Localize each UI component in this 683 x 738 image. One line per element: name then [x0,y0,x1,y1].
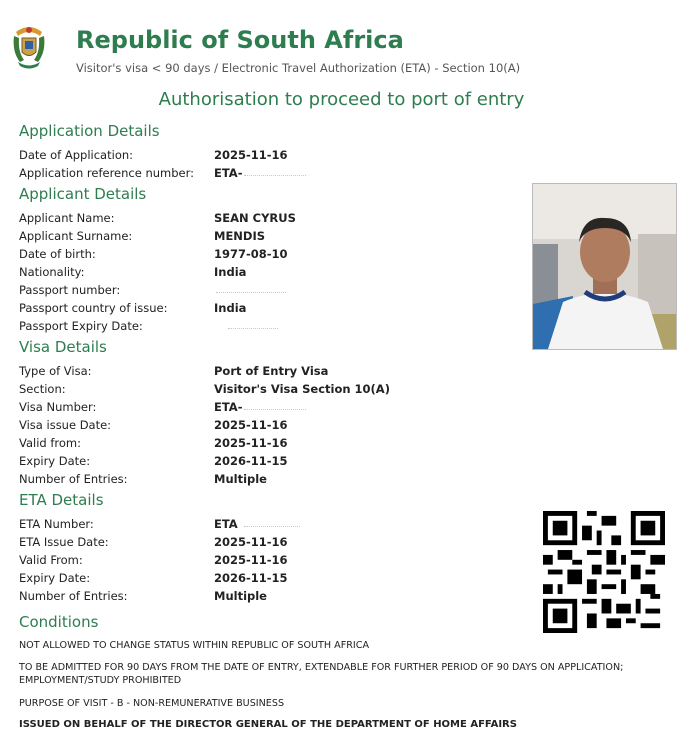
field-value: 2025-11-16 [214,553,288,567]
eta-details-title: ETA Details [19,491,104,509]
field-value: 2025-11-16 [214,418,288,432]
field-value: Multiple [214,589,267,603]
field-label: Number of Entries: [19,589,128,603]
field-value: 2026-11-15 [214,571,288,585]
page-subtitle: Visitor's visa < 90 days / Electronic Travel Authorization (ETA) - Section 10(A) [76,61,521,75]
field-label: Valid from: [19,436,82,450]
application-details-title: Application Details [19,122,160,140]
field-label: Expiry Date: [19,454,91,468]
condition-item: TO BE ADMITTED FOR 90 DAYS FROM THE DATE OF ENTRY, EXTENDABLE FOR FURTHER PERIOD OF 90 DAYS ON APPLICATION; EMPLOYMENT/STUDY PROHIBITED [19,662,624,686]
field-label: Number of Entries: [19,472,128,486]
field-label: Date of Application: [19,148,134,162]
field-label: Nationality: [19,265,85,279]
field-label: ETA Issue Date: [19,535,109,549]
condition-item: PURPOSE OF VISIT - B - NON-REMUNERATIVE BUSINESS [19,698,285,709]
field-value: India [214,265,247,279]
field-value-redacted [214,319,278,333]
applicant-details-title: Applicant Details [19,185,147,203]
field-value: 2026-11-15 [214,454,288,468]
field-value: 1977-08-10 [214,247,288,261]
redaction-mark [244,172,306,176]
redaction-mark [216,289,286,293]
field-label: ETA Number: [19,517,94,531]
field-label: Applicant Name: [19,211,115,225]
field-value: SEAN CYRUS [214,211,296,225]
field-value: 2025-11-16 [214,436,288,450]
redaction-mark [244,523,300,527]
field-label: Valid From: [19,553,83,567]
field-label: Applicant Surname: [19,229,133,243]
redaction-mark [244,406,306,410]
field-value-redacted [214,400,306,414]
field-label: Type of Visa: [19,364,92,378]
field-value: Multiple [214,472,267,486]
field-value: India [214,301,247,315]
page-title: Republic of South Africa [76,26,404,54]
field-value-redacted [214,283,286,297]
redaction-mark [228,325,278,329]
field-label: Passport Expiry Date: [19,319,143,333]
field-value: Visitor's Visa Section 10(A) [214,382,390,396]
field-label: Passport country of issue: [19,301,168,315]
visa-details-title: Visa Details [19,338,107,356]
applicant-portrait-image [533,184,676,349]
field-value-redacted [214,166,306,180]
field-value: ETA- [214,400,243,414]
condition-item: NOT ALLOWED TO CHANGE STATUS WITHIN REPUBLIC OF SOUTH AFRICA [19,640,370,651]
field-label: Section: [19,382,66,396]
field-label: Application reference number: [19,166,195,180]
field-label: Visa issue Date: [19,418,112,432]
field-value: 2025-11-16 [214,535,288,549]
coat-of-arms-icon [10,22,48,70]
issuer-statement: ISSUED ON BEHALF OF THE DIRECTOR GENERAL OF THE DEPARTMENT OF HOME AFFAIRS [19,719,517,730]
conditions-title: Conditions [19,613,99,631]
field-value: Port of Entry Visa [214,364,329,378]
field-label: Passport number: [19,283,121,297]
field-label: Visa Number: [19,400,97,414]
qr-code-icon [543,511,665,633]
applicant-photo [532,183,677,350]
field-value: MENDIS [214,229,266,243]
field-value: ETA- [214,166,243,180]
field-value-redacted [214,517,300,531]
field-label: Date of birth: [19,247,96,261]
field-value: 2025-11-16 [214,148,288,162]
field-label: Expiry Date: [19,571,91,585]
field-value: ETA [214,517,238,531]
document-heading: Authorisation to proceed to port of entry [158,89,525,110]
